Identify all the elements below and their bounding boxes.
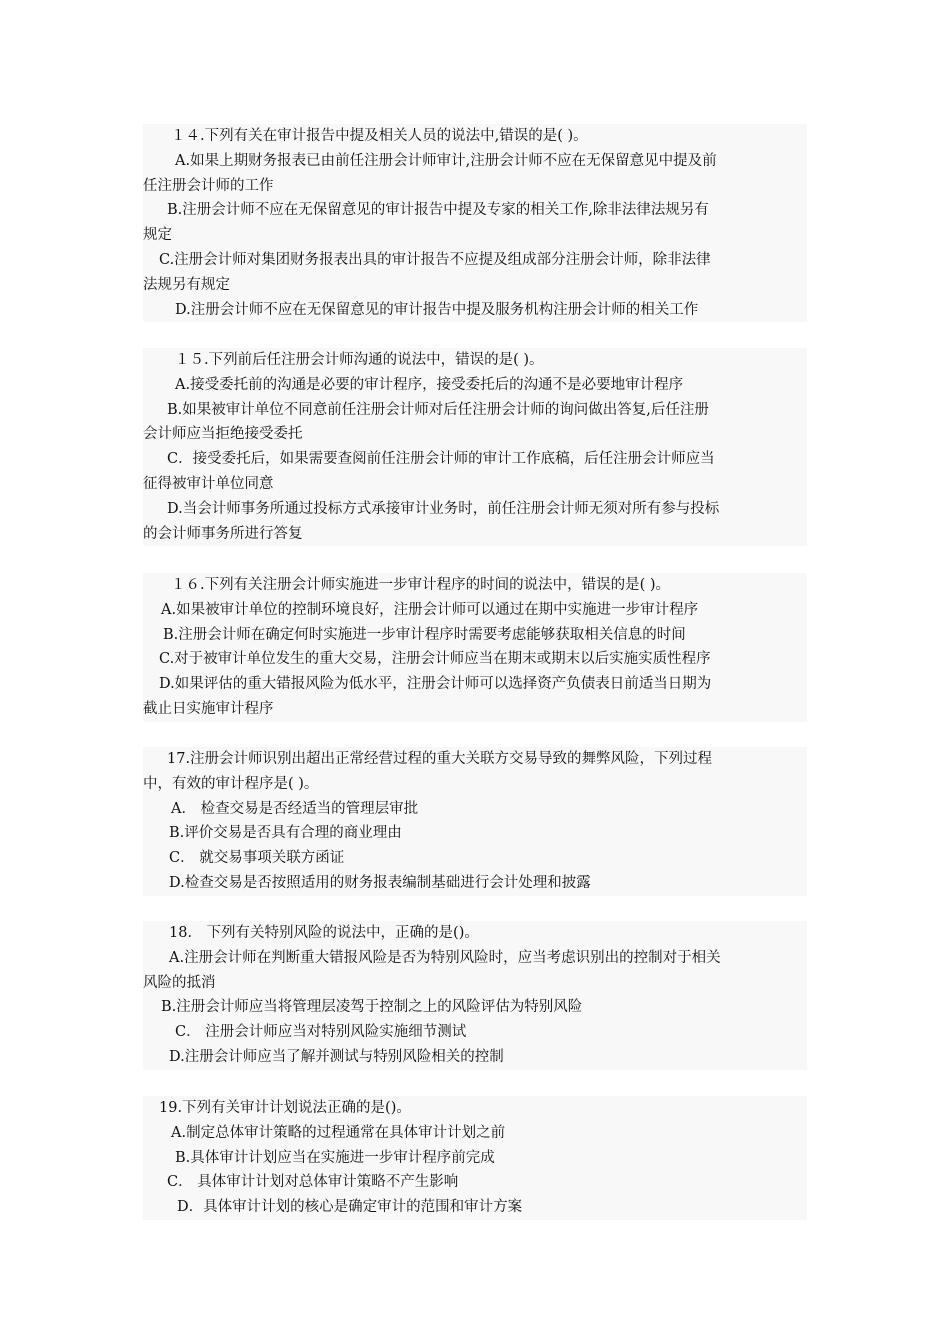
option-b: B.注册会计师在确定何时实施进一步审计程序时需要考虑能够获取相关信息的时间 (163, 626, 686, 643)
question-15 (143, 348, 807, 546)
option-b: B.注册会计师不应在无保留意见的审计报告中提及专家的相关工作,除非法律法规另有 (167, 202, 709, 219)
option-d: D.检查交易是否按照适用的财务报表编制基础进行会计处理和披露 (169, 874, 591, 891)
option-c: C． 具体审计计划对总体审计策略不产生影响 (167, 1174, 459, 1191)
question-stem-cont: 中，有效的审计程序是( )。 (143, 775, 319, 792)
option-d-cont: 截止日实施审计程序 (143, 700, 274, 717)
option-b: B.注册会计师应当将管理层凌驾于控制之上的风险评估为特别风险 (161, 999, 583, 1016)
option-d: D．具体审计计划的核心是确定审计的范围和审计方案 (177, 1199, 523, 1216)
question-stem: １６.下列有关注册会计师实施进一步审计程序的时间的说法中，错误的是( )。 (171, 577, 671, 593)
option-a-cont: 任注册会计师的工作 (143, 177, 274, 194)
option-d: D.如果评估的重大错报风险为低水平，注册会计师可以选择资产负债表日前适当日期为 (159, 676, 712, 693)
option-c: C．接受委托后，如果需要查阅前任注册会计师的审计工作底稿，后任注册会计师应当 (167, 451, 715, 468)
option-b: B.具体审计计划应当在实施进一步审计程序前完成 (175, 1149, 495, 1166)
question-stem: 17.注册会计师识别出超出正常经营过程的重大关联方交易导致的舞弊风险，下列过程 (167, 751, 713, 767)
option-c: C.对于被审计单位发生的重大交易，注册会计师应当在期末或期末以后实施实质性程序 (159, 651, 711, 668)
question-18 (143, 921, 807, 1070)
option-d: D.当会计师事务所通过投标方式承接审计业务时，前任注册会计师无须对所有参与投标 (167, 500, 720, 517)
option-d-cont: 的会计师事务所进行答复 (143, 525, 303, 542)
option-b-cont: 规定 (143, 227, 172, 244)
option-a: A． 检查交易是否经适当的管理层审批 (171, 800, 419, 817)
option-b: B.评价交易是否具有合理的商业理由 (169, 825, 402, 842)
option-b: B.如果被审计单位不同意前任注册会计师对后任注册会计师的询问做出答复,后任注册 (167, 401, 709, 418)
question-17 (143, 747, 807, 896)
question-16 (143, 573, 807, 722)
option-a: A.注册会计师在判断重大错报风险是否为特别风险时，应当考虑识别出的控制对于相关 (169, 949, 721, 966)
option-a: A.如果被审计单位的控制环境良好，注册会计师可以通过在期中实施进一步审计程序 (161, 601, 699, 618)
option-b-cont: 会计师应当拒绝接受委托 (143, 426, 303, 443)
question-stem: 18． 下列有关特别风险的说法中，正确的是()。 (169, 925, 479, 941)
option-a-cont: 风险的抵消 (143, 974, 216, 991)
question-stem: １４.下列有关在审计报告中提及相关人员的说法中,错误的是( )。 (171, 128, 588, 144)
question-19 (143, 1096, 807, 1220)
option-a: A.接受委托前的沟通是必要的审计程序，接受委托后的沟通不是必要地审计程序 (175, 376, 684, 393)
question-stem: １５.下列前后任注册会计师沟通的说法中，错误的是( )。 (175, 352, 544, 368)
option-a: A.如果上期财务报表已由前任注册会计师审计,注册会计师不应在无保留意见中提及前 (175, 152, 717, 169)
question-14 (143, 124, 807, 322)
option-c: C． 注册会计师应当对特别风险实施细节测试 (175, 1024, 467, 1041)
option-a: A.制定总体审计策略的过程通常在具体审计计划之前 (171, 1124, 506, 1141)
option-d: D.注册会计师应当了解并测试与特别风险相关的控制 (169, 1048, 504, 1065)
option-c-cont: 征得被审计单位同意 (143, 475, 274, 492)
option-d: D.注册会计师不应在无保留意见的审计报告中提及服务机构注册会计师的相关工作 (175, 301, 699, 318)
question-stem: 19.下列有关审计计划说法正确的是()。 (159, 1100, 411, 1116)
option-c-cont: 法规另有规定 (143, 276, 230, 293)
option-c: C． 就交易事项关联方函证 (169, 850, 345, 867)
option-c: C.注册会计师对集团财务报表出具的审计报告不应提及组成部分注册会计师，除非法律 (159, 251, 711, 268)
